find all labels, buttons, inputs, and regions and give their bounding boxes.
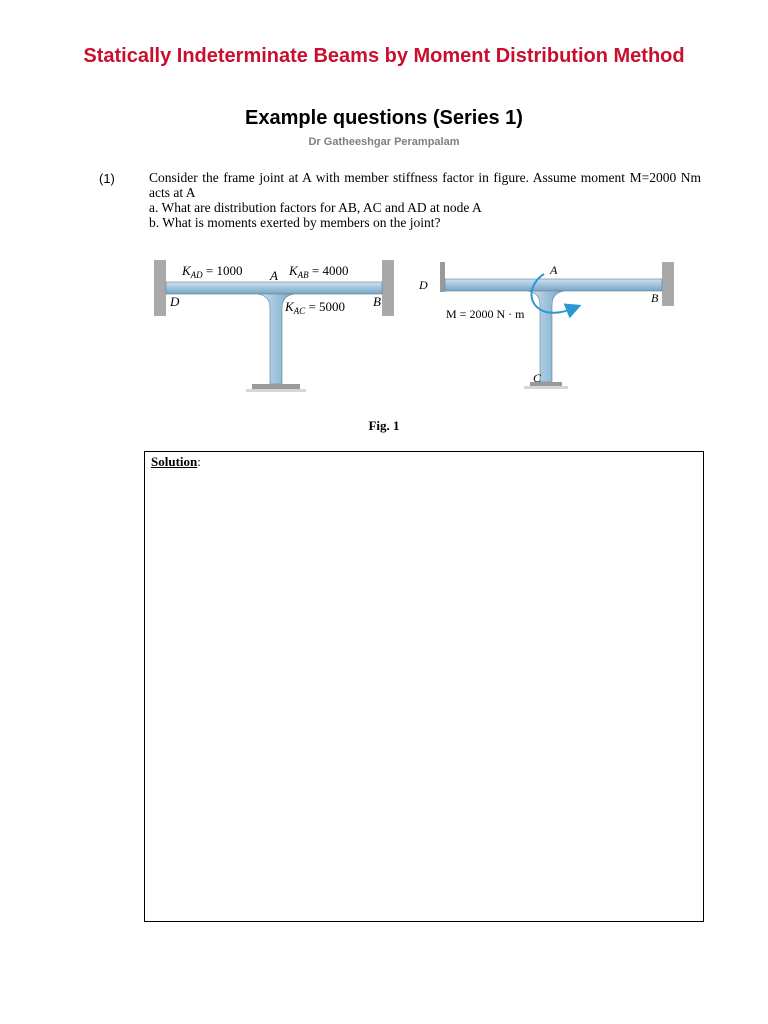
member-horizontal bbox=[445, 279, 662, 291]
frame-figure-right bbox=[412, 256, 682, 401]
label-node-d: D bbox=[170, 294, 180, 309]
support-shadow bbox=[246, 389, 306, 392]
label-k-ab: $K_{AB} = 4000$ bbox=[289, 263, 349, 280]
label-k-ac: $K_{AC} = 5000$ bbox=[285, 299, 346, 316]
wall-right bbox=[382, 260, 394, 316]
support-base bbox=[252, 384, 300, 389]
label-node-d: D bbox=[419, 278, 428, 292]
question-line-a: a. What are distribution factors for AB, AC and AD at node A bbox=[149, 200, 482, 215]
member-horizontal bbox=[166, 282, 382, 294]
label-node-c: C bbox=[533, 371, 542, 385]
wall-left bbox=[440, 262, 445, 292]
question-number: (1) bbox=[99, 171, 115, 186]
wall-right bbox=[662, 262, 674, 306]
label-moment: M = 2000 N · m bbox=[446, 307, 525, 321]
solution-label: Solution: bbox=[151, 454, 201, 469]
question-text bbox=[149, 170, 701, 230]
solution-box[interactable] bbox=[144, 451, 704, 922]
label-node-b: B bbox=[373, 294, 381, 309]
frame-diagram-right bbox=[412, 256, 682, 396]
label-node-b: B bbox=[651, 291, 659, 305]
question-line-b: b. What is moments exerted by members on the joint? bbox=[149, 215, 441, 230]
support-shadow bbox=[524, 386, 568, 389]
label-node-a: A bbox=[550, 263, 558, 277]
frame-diagram-left bbox=[154, 256, 394, 396]
author-name: Dr Gatheeshgar Perampalam bbox=[308, 136, 460, 148]
figure-caption: Fig. 1 bbox=[368, 418, 400, 433]
member-vertical bbox=[528, 291, 564, 382]
wall-left bbox=[154, 260, 166, 316]
page-subtitle: Example questions (Series 1) bbox=[245, 107, 523, 129]
frame-figure-left bbox=[154, 256, 394, 401]
question-line-1: Consider the frame joint at A with member stiffness factor in figure. Assume moment M=2000 Nm acts at A bbox=[149, 170, 701, 200]
label-k-ad: $K_{AD} = 1000$ bbox=[182, 263, 243, 280]
label-node-a: A bbox=[270, 268, 278, 283]
page-title: Statically Indeterminate Beams by Moment Distribution Method bbox=[83, 45, 685, 67]
